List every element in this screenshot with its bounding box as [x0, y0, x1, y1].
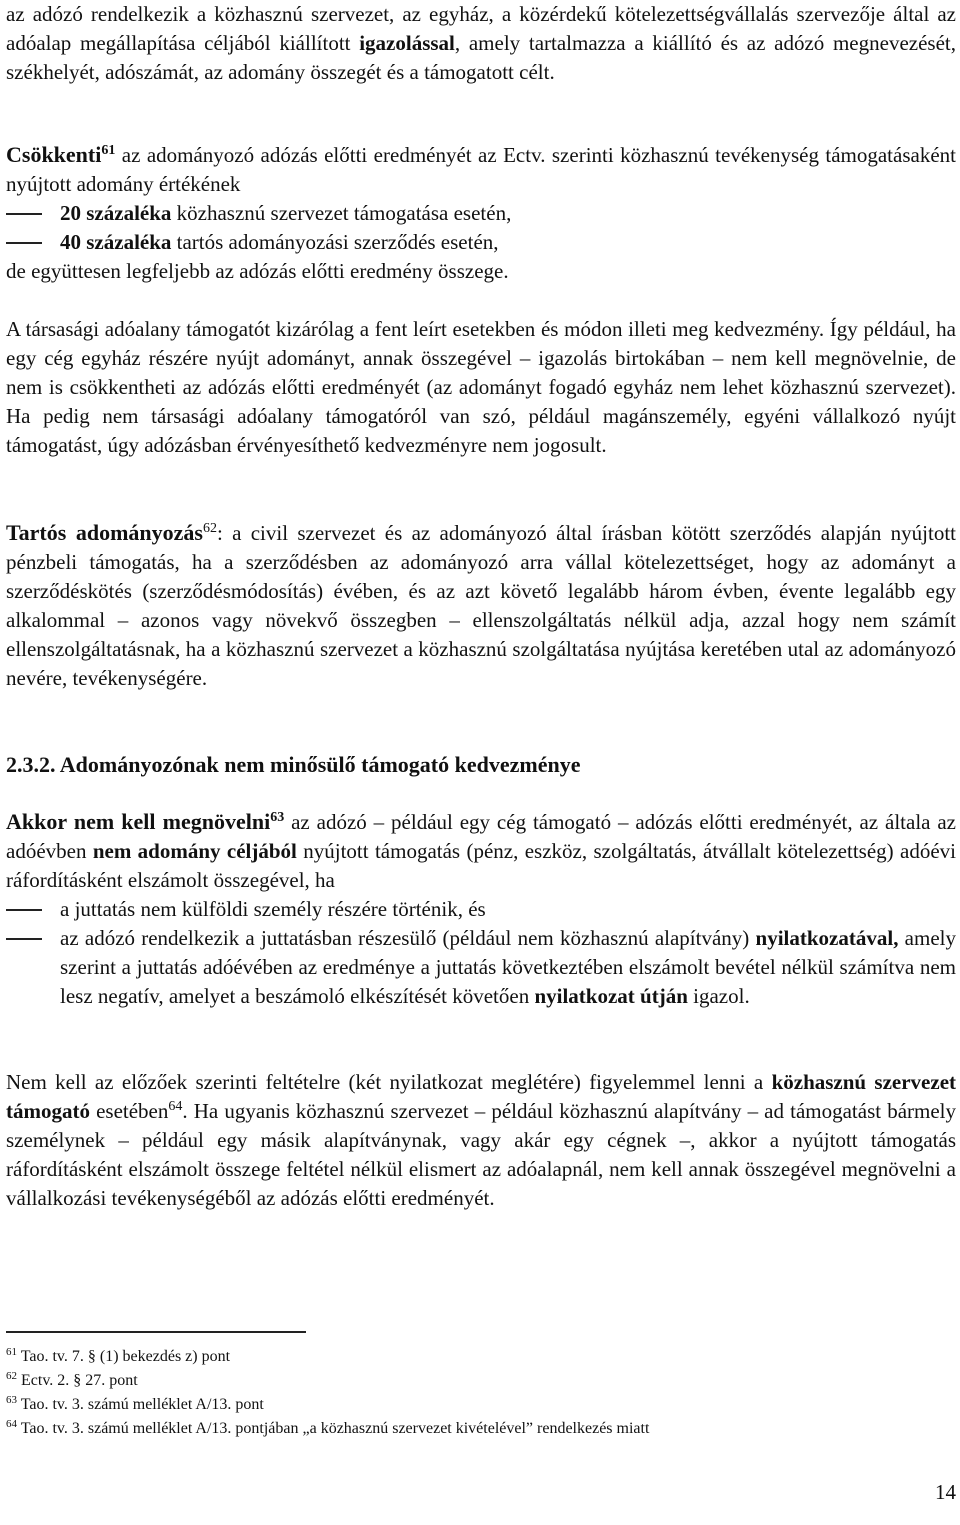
text: de együttesen legfeljebb az adózás előtti eredmény összege.: [6, 259, 509, 283]
dash: –: [117, 608, 129, 632]
page-number: 14: [935, 1480, 956, 1504]
text: azonos vagy növekvő összegben: [128, 608, 450, 632]
paragraph-nem-kell: [6, 1068, 956, 1213]
dash: –: [679, 1128, 691, 1152]
text: : a civil szervezet és az adományozó által írásban kötött szerződés alapján nyújtott pénzbeli támogatás, ha a szerződésben az adományozó arra vállal kötelezettséget, hogy az adományt a szerződéskötés (szerződésmódosítás) évében, és az azt követő legalább három évben, évente legalább egy alkalommal: [6, 521, 956, 632]
text: . Ha ugyanis közhasznú szervezet: [182, 1099, 475, 1123]
dash: –: [519, 346, 531, 370]
text: A társasági adóalany támogatót kizárólag a fent leírt esetekben és módon illeti meg kedvezmény. Így például, ha egy cég egyház részére nyújt adományt, annak összegével: [6, 317, 956, 370]
text: nyújtott támogatás (pénz, eszköz, szolgáltatás, átvállalt kötelezettség) adóévi ráfordításként elszámolt összegével, ha: [6, 839, 956, 892]
footnote: [6, 1393, 264, 1417]
section-number: 2.3.2.: [6, 752, 56, 777]
dash: –: [747, 1099, 759, 1123]
bold-term: közhasznú szervezet támogató: [6, 1070, 957, 1123]
text: esetében: [89, 1099, 169, 1123]
footnote: [6, 1417, 649, 1441]
text: ad támogatást bármely személynek: [6, 1099, 956, 1152]
footnote: [6, 1345, 230, 1369]
footnote-number: 63: [6, 1394, 17, 1406]
list-item: [6, 924, 956, 1011]
text: közhasznú szervezet támogatása esetén,: [171, 201, 512, 225]
bold-term: nem adomány céljából: [92, 839, 297, 863]
text: például egy cég támogató: [384, 810, 618, 834]
footnote-text: Tao. tv. 7. § (1) bekezdés z) pont: [17, 1348, 231, 1365]
paragraph-tartos: [6, 518, 956, 693]
bold-term: nyilatkozat útján: [534, 984, 688, 1008]
section-heading: [6, 750, 956, 779]
text: , amely tartalmazza a kiállító és az adózó megnevezését, székhelyét, adószámát, az adomány összegét és a támogatott célt.: [6, 31, 956, 84]
list-item: [6, 199, 956, 228]
list-item: [6, 228, 956, 257]
text: igazolás birtokában: [530, 346, 713, 370]
paragraph-tarsasagi: [6, 315, 956, 460]
bold-term: Tartós adományozás: [6, 520, 203, 545]
footnote-text: Ectv. 2. § 27. pont: [17, 1372, 138, 1389]
text: például egy másik alapítványnak, vagy akár egy cégnek: [128, 1128, 680, 1152]
footnote-ref[interactable]: 62: [202, 521, 217, 536]
footnote-ref[interactable]: 61: [101, 143, 116, 158]
footnote-text: Tao. tv. 3. számú melléklet A/13. pont: [17, 1396, 264, 1413]
text: adózás előtti eredményét, az általa az adóévben: [6, 810, 956, 863]
text: amely szerint a juttatás adóévében az eredménye a juttatás következtében elszámolt bevétel nélkül számítva nem lesz negatív, amelyet a beszámoló elkészítését követően: [60, 926, 956, 1008]
text: az adózó: [284, 810, 374, 834]
dash: –: [118, 1128, 129, 1152]
footnote-text: Tao. tv. 3. számú melléklet A/13. pontjában „a közhasznú szervezet kivételével” rendelkezés miatt: [17, 1420, 650, 1437]
bold-term: nyilatkozatával,: [755, 926, 899, 950]
text: ellenszolgáltatás nélkül adja, azzal hogy nem számít ellenszolgáltatásnak, ha a közhasznú szervezet a közhasznú szolgáltatása nyújtása keretében utal az adományozó nevére, tevékenységére.: [6, 608, 957, 690]
text: a juttatás nem külföldi személy részére történik, és: [60, 897, 486, 921]
bold-term: Csökkenti: [6, 142, 102, 167]
bold-term: igazolással: [359, 31, 455, 55]
dash-bullet: [6, 213, 42, 215]
list-item: [6, 895, 956, 924]
text: nem kell megnövelnie, de nem is csökkentheti az adózás előtti eredményét (az adományt fogadó egyház nem lehet közhasznú szervezet). Ha pedig nem társasági adóalany támogatóról van szó, például magánszemély, egyéni vállalkozó nyújt támogatást, úgy adózásban érvényesíthető kedvezményre nem jogosult.: [6, 346, 957, 457]
text: igazol.: [687, 984, 750, 1008]
dash-bullet: [6, 242, 42, 244]
dash: –: [373, 810, 385, 834]
paragraph-igazolas: [6, 0, 956, 87]
dash-bullet: [6, 938, 42, 940]
text: az adományozó adózás előtti eredményét az Ectv. szerinti közhasznú tevékenység támogatásaként nyújtott adomány értékének: [6, 143, 956, 196]
footnote: [6, 1369, 138, 1393]
footnote-ref[interactable]: 63: [270, 810, 285, 825]
text: az adózó rendelkezik a juttatásban részesülő (például nem közhasznú alapítvány): [60, 926, 756, 950]
text: tartós adományozási szerződés esetén,: [171, 230, 499, 254]
text: például közhasznú alapítvány: [485, 1099, 748, 1123]
paragraph-csokkenti: [6, 140, 956, 286]
paragraph-akkor: [6, 807, 956, 1011]
dash: –: [617, 810, 629, 834]
dash-bullet: [6, 909, 42, 911]
text: az adózó rendelkezik a közhasznú szervezet, az egyház, a közérdekű kötelezettségvállalás szervezője által az adóalap megállapítása céljából kiállított: [6, 2, 956, 55]
dash: –: [474, 1099, 486, 1123]
footnote-number: 61: [6, 1346, 17, 1358]
text: , akkor a nyújtott támogatás ráfordításként elszámolt összege feltétel nélkül elismert az adóalapnál, nem kell annak összegével megnövelni a vállalkozási tevékenységéből az adózás előtti eredményét.: [6, 1128, 956, 1210]
section-title: Adományozónak nem minősülő támogató kedvezménye: [59, 752, 581, 777]
dash: –: [712, 346, 724, 370]
footnote-number: 64: [6, 1418, 17, 1430]
footnote-ref[interactable]: 64: [168, 1099, 183, 1114]
bold-term: 20 százaléka: [60, 201, 172, 225]
dash: –: [449, 608, 460, 632]
footnote-separator: [6, 1331, 306, 1333]
bold-term: 40 százaléka: [60, 230, 172, 254]
footnote-number: 62: [6, 1370, 17, 1382]
text: Nem kell az előzőek szerinti feltételre (két nyilatkozat meglétére) figyelemmel lenni a: [6, 1070, 772, 1094]
bold-term: Akkor nem kell megnövelni: [6, 809, 271, 834]
